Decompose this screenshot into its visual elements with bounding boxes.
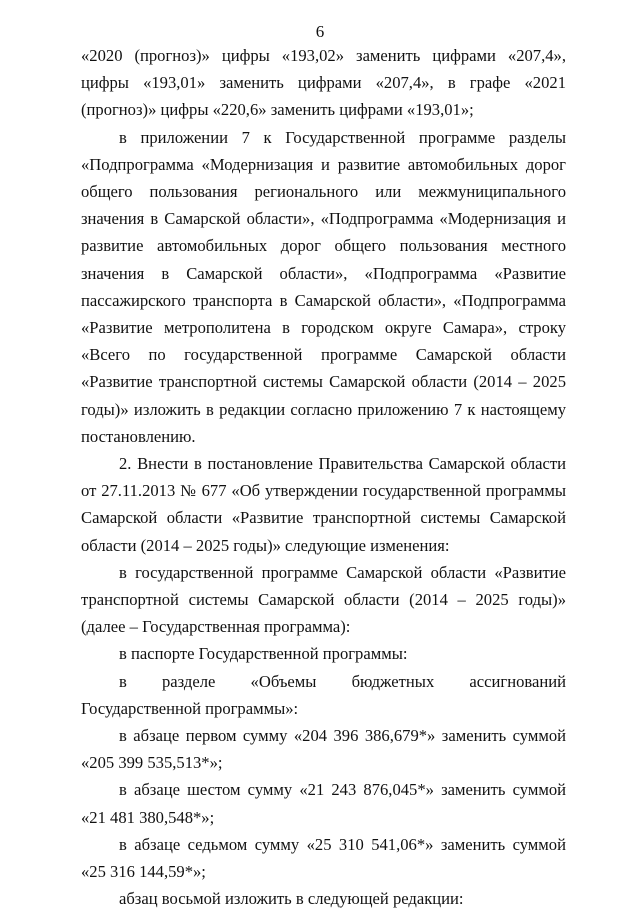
paragraph-8: в абзаце шестом сумму «21 243 876,045*» заменить суммой «21 481 380,548*»;: [81, 780, 566, 827]
paragraph-4: в государственной программе Самарской области «Развитие транспортной системы Самарской области (2014 – 2025 годы)» (далее – Государственная программа):: [81, 562, 566, 637]
paragraph-7: в абзаце первом сумму «204 396 386,679*» заменить суммой «205 399 535,513*»;: [81, 726, 566, 773]
paragraph-10: абзац восьмой изложить в следующей редакции:: [119, 889, 464, 909]
paragraph-6: в разделе «Объемы бюджетных ассигнований Государственной программы»:: [81, 671, 566, 718]
paragraph-5: в паспорте Государственной программы:: [119, 644, 408, 664]
paragraph-1: «2020 (прогноз)» цифры «193,02» заменить цифрами «207,4», цифры «193,01» заменить цифрами «207,4», в графе «2021 (прогноз)» цифры «220,6» заменить цифрами «193,01»;: [81, 46, 566, 120]
document-body: [81, 42, 566, 913]
paragraph-9: в абзаце седьмом сумму «25 310 541,06*» заменить суммой «25 316 144,59*»;: [81, 834, 566, 882]
paragraph-2: в приложении 7 к Государственной программе разделы «Подпрограмма «Модернизация и развитие автомобильных дорог общего пользования регионального или межмуниципального значения в Самарской области», «Подпрограмма «Модернизация и развитие автомобильных дорог общего пользования местного значения в Самарской области», «Подпрограмма «Развитие пассажирского транспорта в Самарской области», «Подпрограмма «Развитие метрополитена в городском округе Самара», строку «Всего по государственной программе Самарской области «Развитие транспортной системы Самарской области (2014 – 2025 годы)» изложить в редакции согласно приложению 7 к настоящему постановлению.: [81, 127, 566, 446]
page-number: 6: [315, 22, 325, 41]
paragraph-3: 2. Внести в постановление Правительства Самарской области от 27.11.2013 № 677 «Об утверждении государственной программы Самарской области «Развитие транспортной системы Самарской области (2014 – 2025 годы)» следующие изменения:: [81, 454, 566, 555]
